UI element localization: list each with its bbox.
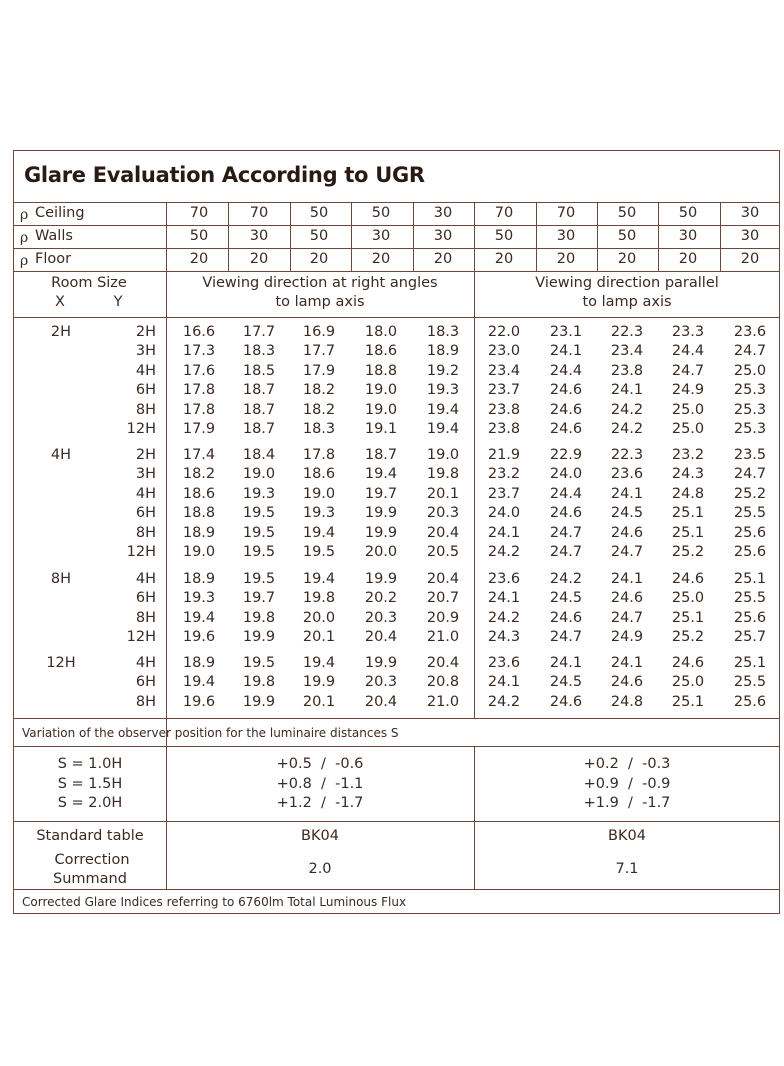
ugr-value: 19.4: [426, 421, 460, 437]
ugr-value: 24.1: [610, 655, 644, 671]
column-divider: [228, 202, 229, 271]
ugr-value: 25.0: [671, 421, 705, 437]
ugr-value: 24.1: [549, 655, 583, 671]
ugr-value: 25.1: [671, 609, 705, 626]
ugr-value: 17.7: [302, 343, 336, 360]
ugr-value: 24.7: [610, 544, 644, 560]
ugr-value: 18.6: [364, 343, 398, 360]
ugr-value: 18.7: [242, 421, 276, 437]
ugr-value: 19.0: [242, 466, 276, 483]
reflectance-value: 50: [617, 205, 637, 221]
column-divider: [351, 202, 352, 271]
ugr-value: 24.4: [549, 362, 583, 379]
column-divider: [720, 202, 721, 271]
variation-label: S = 1.5H: [57, 775, 123, 792]
ugr-value: 24.7: [549, 524, 583, 541]
ugr-value: 19.4: [182, 609, 216, 626]
table-rule: [14, 718, 779, 719]
ugr-value: 19.9: [364, 655, 398, 671]
ugr-value: 23.7: [487, 485, 521, 502]
ugr-value: 23.8: [610, 362, 644, 379]
reflectance-value: 20: [433, 251, 453, 267]
ugr-value: 19.9: [242, 629, 276, 646]
reflectance-value: 30: [249, 228, 269, 244]
ugr-value: 18.3: [242, 343, 276, 360]
ugr-value: 25.5: [733, 505, 767, 522]
ugr-value: 19.5: [242, 655, 276, 671]
table-rule: [14, 746, 779, 747]
reflectance-value: 50: [371, 205, 391, 221]
ugr-value: 20.8: [426, 674, 460, 691]
ugr-value: 20.0: [364, 544, 398, 560]
reflectance-value: 20: [617, 251, 637, 267]
ugr-value: 24.7: [549, 629, 583, 646]
ugr-value: 24.6: [549, 609, 583, 626]
reflectance-label-walls: Walls: [35, 228, 73, 244]
ugr-value: 24.1: [549, 343, 583, 360]
ugr-value: 25.6: [733, 544, 767, 560]
ugr-value: 24.8: [671, 485, 705, 502]
reflectance-label-ceiling: Ceiling: [35, 205, 85, 221]
reflectance-label-floor: Floor: [35, 251, 72, 267]
ugr-value: 19.2: [426, 362, 460, 379]
ugr-value: 21.0: [426, 693, 460, 710]
ugr-value: 19.0: [364, 382, 398, 399]
ugr-value: 24.3: [671, 466, 705, 483]
ugr-value: 24.0: [487, 505, 521, 522]
ugr-value: 19.4: [302, 571, 336, 587]
right-angles-heading: Viewing direction at right angles: [202, 275, 438, 291]
rho-symbol: ρ: [20, 207, 29, 223]
reflectance-value: 30: [556, 228, 576, 244]
ugr-value: 24.6: [549, 421, 583, 437]
table-rule: [14, 271, 779, 272]
ugr-value: 25.7: [733, 629, 767, 646]
ugr-value: 23.2: [487, 466, 521, 483]
ugr-value: 25.1: [733, 571, 767, 587]
ugr-value: 19.3: [182, 590, 216, 607]
ugr-value: 18.5: [242, 362, 276, 379]
ugr-value: 24.2: [487, 544, 521, 560]
ugr-value: 24.7: [733, 343, 767, 360]
ugr-value: 24.2: [610, 401, 644, 418]
ugr-value: 23.4: [487, 362, 521, 379]
ugr-value: 25.1: [671, 524, 705, 541]
ugr-value: 18.8: [182, 505, 216, 522]
ugr-value: 19.7: [364, 485, 398, 502]
ugr-value: 24.6: [549, 401, 583, 418]
ugr-value: 25.6: [733, 524, 767, 541]
ugr-value: 19.3: [426, 382, 460, 399]
ugr-value: 23.5: [733, 447, 767, 463]
ugr-value: 25.5: [733, 674, 767, 691]
ugr-value: 24.6: [610, 674, 644, 691]
reflectance-value: 30: [433, 205, 453, 221]
ugr-value: 19.5: [242, 571, 276, 587]
ugr-value: 18.3: [426, 324, 460, 340]
ugr-value: 19.0: [364, 401, 398, 418]
ugr-value: 18.3: [302, 421, 336, 437]
ugr-value: 20.4: [426, 571, 460, 587]
ugr-value: 25.1: [733, 655, 767, 671]
room-y-label: 12H: [126, 544, 156, 560]
ugr-value: 24.1: [610, 571, 644, 587]
ugr-value: 24.1: [610, 485, 644, 502]
ugr-value: 23.4: [610, 343, 644, 360]
ugr-value: 25.0: [671, 401, 705, 418]
footer-note: Corrected Glare Indices referring to 6760lm Total Luminous Flux: [22, 895, 407, 909]
ugr-value: 24.6: [610, 524, 644, 541]
room-y-label: 6H: [135, 505, 156, 522]
ugr-value: 19.4: [426, 401, 460, 418]
reflectance-value: 20: [249, 251, 269, 267]
ugr-value: 24.7: [671, 362, 705, 379]
room-y-label: 3H: [135, 466, 156, 483]
x-label: X: [55, 294, 65, 310]
ugr-value: 25.6: [733, 609, 767, 626]
room-y-label: 4H: [135, 571, 156, 587]
rho-symbol: ρ: [20, 230, 29, 246]
ugr-value: 18.6: [182, 485, 216, 502]
ugr-value: 24.2: [610, 421, 644, 437]
ugr-value: 18.7: [242, 401, 276, 418]
ugr-value: 23.3: [671, 324, 705, 340]
ugr-value: 19.0: [302, 485, 336, 502]
ugr-value: 20.4: [426, 655, 460, 671]
ugr-value: 23.6: [487, 655, 521, 671]
ugr-value: 22.3: [610, 324, 644, 340]
ugr-value: 18.4: [242, 447, 276, 463]
ugr-value: 19.0: [426, 447, 460, 463]
room-x-label: 2H: [50, 324, 72, 340]
reflectance-value: 20: [556, 251, 576, 267]
ugr-value: 20.0: [302, 609, 336, 626]
reflectance-value: 30: [678, 228, 698, 244]
ugr-value: 19.6: [182, 629, 216, 646]
ugr-value: 24.4: [549, 485, 583, 502]
ugr-value: 23.1: [549, 324, 583, 340]
ugr-value: 21.9: [487, 447, 521, 463]
ugr-value: 25.6: [733, 693, 767, 710]
standard-parallel: BK04: [608, 828, 646, 844]
variation-title: Variation of the observer position for the luminaire distances S: [22, 726, 399, 740]
ugr-value: 18.2: [182, 466, 216, 483]
column-divider: [536, 202, 537, 271]
ugr-value: 23.2: [671, 447, 705, 463]
ugr-value: 23.8: [487, 421, 521, 437]
ugr-value: 17.3: [182, 343, 216, 360]
variation-right-angles: +0.8 / -1.1: [276, 775, 364, 792]
ugr-value: 19.9: [364, 505, 398, 522]
ugr-value: 19.8: [242, 674, 276, 691]
correction-right-angles: 2.0: [308, 861, 332, 877]
ugr-value: 18.9: [182, 655, 216, 671]
ugr-value: 20.1: [302, 693, 336, 710]
ugr-value: 22.3: [610, 447, 644, 463]
ugr-value: 25.0: [671, 590, 705, 607]
y-label: Y: [113, 294, 123, 310]
ugr-value: 20.3: [364, 609, 398, 626]
room-y-label: 4H: [135, 655, 156, 671]
room-y-label: 8H: [135, 693, 156, 710]
parallel-heading: Viewing direction parallel: [535, 275, 719, 291]
table-rule: [14, 202, 779, 203]
ugr-value: 24.9: [610, 629, 644, 646]
ugr-value: 19.8: [302, 590, 336, 607]
room-size-label: Room Size: [51, 275, 127, 291]
room-y-label: 2H: [135, 324, 156, 340]
ugr-value: 25.3: [733, 421, 767, 437]
ugr-value: 19.4: [302, 524, 336, 541]
ugr-value: 25.1: [671, 505, 705, 522]
room-y-label: 6H: [135, 382, 156, 399]
reflectance-value: 50: [678, 205, 698, 221]
variation-label: S = 1.0H: [57, 756, 123, 772]
reflectance-value: 70: [494, 205, 514, 221]
rho-symbol: ρ: [20, 253, 29, 269]
table-rule: [14, 889, 779, 890]
ugr-value: 18.9: [182, 524, 216, 541]
ugr-value: 24.0: [549, 466, 583, 483]
ugr-value: 17.8: [182, 382, 216, 399]
ugr-value: 17.4: [182, 447, 216, 463]
ugr-value: 24.5: [549, 674, 583, 691]
ugr-value: 17.8: [302, 447, 336, 463]
room-y-label: 2H: [135, 447, 156, 463]
ugr-value: 21.0: [426, 629, 460, 646]
ugr-value: 18.9: [426, 343, 460, 360]
ugr-value: 24.1: [487, 590, 521, 607]
ugr-value: 23.6: [610, 466, 644, 483]
room-y-label: 12H: [126, 421, 156, 437]
room-y-label: 4H: [135, 362, 156, 379]
ugr-value: 19.8: [426, 466, 460, 483]
table-rule: [14, 317, 779, 318]
ugr-value: 24.5: [610, 505, 644, 522]
ugr-value: 20.5: [426, 544, 460, 560]
room-x-label: 4H: [50, 447, 72, 463]
column-divider: [290, 202, 291, 271]
ugr-value: 18.8: [364, 362, 398, 379]
ugr-value: 20.7: [426, 590, 460, 607]
ugr-value: 19.3: [242, 485, 276, 502]
column-divider: [658, 202, 659, 271]
correction-label: Summand: [53, 871, 127, 887]
ugr-value: 24.6: [671, 655, 705, 671]
ugr-value: 25.2: [671, 544, 705, 560]
ugr-value: 25.0: [733, 362, 767, 379]
room-x-label: 8H: [50, 571, 72, 587]
ugr-value: 25.2: [733, 485, 767, 502]
column-divider: [413, 202, 414, 271]
variation-right-angles: +1.2 / -1.7: [276, 795, 364, 811]
ugr-value: 19.5: [242, 505, 276, 522]
variation-parallel: +1.9 / -1.7: [583, 795, 671, 811]
ugr-value: 19.5: [242, 524, 276, 541]
room-y-label: 6H: [135, 674, 156, 691]
ugr-value: 19.5: [302, 544, 336, 560]
ugr-value: 19.9: [302, 674, 336, 691]
reflectance-value: 50: [189, 228, 209, 244]
ugr-value: 19.9: [242, 693, 276, 710]
ugr-value: 24.9: [671, 382, 705, 399]
ugr-value: 24.1: [487, 524, 521, 541]
ugr-value: 24.5: [549, 590, 583, 607]
column-divider: [597, 202, 598, 271]
ugr-value: 16.9: [302, 324, 336, 340]
ugr-value: 20.3: [364, 674, 398, 691]
ugr-value: 19.9: [364, 524, 398, 541]
ugr-value: 18.7: [364, 447, 398, 463]
room-y-label: 8H: [135, 524, 156, 541]
ugr-value: 24.6: [549, 382, 583, 399]
room-y-label: 3H: [135, 343, 156, 360]
ugr-value: 20.3: [426, 505, 460, 522]
reflectance-value: 50: [617, 228, 637, 244]
ugr-value: 18.7: [242, 382, 276, 399]
ugr-value: 23.0: [487, 343, 521, 360]
reflectance-value: 20: [740, 251, 760, 267]
ugr-value: 25.1: [671, 693, 705, 710]
reflectance-value: 20: [189, 251, 209, 267]
ugr-value: 24.6: [549, 505, 583, 522]
ugr-value: 19.6: [182, 693, 216, 710]
ugr-value: 24.7: [610, 609, 644, 626]
ugr-value: 24.2: [487, 609, 521, 626]
reflectance-value: 30: [740, 228, 760, 244]
ugr-value: 25.3: [733, 382, 767, 399]
ugr-value: 19.3: [302, 505, 336, 522]
ugr-value: 22.9: [549, 447, 583, 463]
ugr-value: 20.4: [364, 693, 398, 710]
ugr-value: 24.7: [733, 466, 767, 483]
variation-parallel: +0.9 / -0.9: [583, 775, 671, 792]
room-y-label: 8H: [135, 401, 156, 418]
ugr-value: 17.6: [182, 362, 216, 379]
ugr-value: 19.4: [302, 655, 336, 671]
room-y-label: 8H: [135, 609, 156, 626]
correction-label: Correction: [54, 852, 130, 868]
ugr-value: 19.7: [242, 590, 276, 607]
ugr-value: 17.9: [302, 362, 336, 379]
room-x-label: 12H: [46, 655, 76, 671]
ugr-value: 23.6: [733, 324, 767, 340]
ugr-value: 23.8: [487, 401, 521, 418]
ugr-value: 20.9: [426, 609, 460, 626]
ugr-value: 24.6: [610, 590, 644, 607]
room-y-label: 4H: [135, 485, 156, 502]
ugr-value: 24.3: [487, 629, 521, 646]
correction-parallel: 7.1: [615, 861, 639, 877]
column-divider: [474, 202, 475, 718]
ugr-value: 19.9: [364, 571, 398, 587]
ugr-value: 20.4: [364, 629, 398, 646]
ugr-value: 19.8: [242, 609, 276, 626]
ugr-value: 17.9: [182, 421, 216, 437]
ugr-value: 25.2: [671, 629, 705, 646]
ugr-value: 24.6: [549, 693, 583, 710]
ugr-value: 18.2: [302, 401, 336, 418]
standard-table-label: Standard table: [36, 828, 144, 844]
reflectance-value: 30: [740, 205, 760, 221]
column-divider: [166, 202, 167, 889]
table-rule: [14, 821, 779, 822]
ugr-value: 24.1: [487, 674, 521, 691]
ugr-value: 24.6: [671, 571, 705, 587]
ugr-value: 19.1: [364, 421, 398, 437]
reflectance-value: 20: [678, 251, 698, 267]
ugr-value: 19.4: [364, 466, 398, 483]
ugr-value: 24.7: [549, 544, 583, 560]
standard-right-angles: BK04: [301, 828, 339, 844]
ugr-value: 19.4: [182, 674, 216, 691]
ugr-value: 24.1: [610, 382, 644, 399]
reflectance-value: 50: [309, 228, 329, 244]
table-rule: [14, 248, 779, 249]
variation-label: S = 2.0H: [57, 795, 123, 811]
table-rule: [14, 225, 779, 226]
ugr-value: 20.4: [426, 524, 460, 541]
ugr-value: 24.8: [610, 693, 644, 710]
variation-parallel: +0.2 / -0.3: [583, 756, 671, 772]
ugr-value: 22.0: [487, 324, 521, 340]
reflectance-value: 30: [371, 228, 391, 244]
ugr-value: 20.2: [364, 590, 398, 607]
ugr-value: 25.5: [733, 590, 767, 607]
ugr-value: 20.1: [302, 629, 336, 646]
ugr-value: 17.8: [182, 401, 216, 418]
ugr-value: 24.2: [549, 571, 583, 587]
ugr-value: 25.0: [671, 674, 705, 691]
ugr-value: 18.6: [302, 466, 336, 483]
variation-right-angles: +0.5 / -0.6: [276, 756, 364, 772]
right-angles-heading: to lamp axis: [275, 294, 365, 310]
reflectance-value: 70: [189, 205, 209, 221]
reflectance-value: 20: [309, 251, 329, 267]
ugr-value: 18.9: [182, 571, 216, 587]
reflectance-value: 70: [249, 205, 269, 221]
column-divider: [474, 746, 475, 889]
room-y-label: 6H: [135, 590, 156, 607]
ugr-value: 19.0: [182, 544, 216, 560]
reflectance-value: 70: [556, 205, 576, 221]
ugr-value: 16.6: [182, 324, 216, 340]
reflectance-value: 20: [371, 251, 391, 267]
ugr-value: 17.7: [242, 324, 276, 340]
ugr-value: 20.1: [426, 485, 460, 502]
ugr-value: 19.5: [242, 544, 276, 560]
ugr-value: 18.0: [364, 324, 398, 340]
ugr-value: 24.4: [671, 343, 705, 360]
ugr-value: 24.2: [487, 693, 521, 710]
reflectance-value: 20: [494, 251, 514, 267]
ugr-value: 25.3: [733, 401, 767, 418]
ugr-value: 18.2: [302, 382, 336, 399]
reflectance-value: 50: [309, 205, 329, 221]
parallel-heading: to lamp axis: [582, 294, 672, 310]
ugr-value: 23.7: [487, 382, 521, 399]
ugr-table: [13, 150, 780, 914]
page-title: Glare Evaluation According to UGR: [24, 163, 425, 187]
reflectance-value: 50: [494, 228, 514, 244]
room-y-label: 12H: [126, 629, 156, 646]
ugr-value: 23.6: [487, 571, 521, 587]
reflectance-value: 30: [433, 228, 453, 244]
